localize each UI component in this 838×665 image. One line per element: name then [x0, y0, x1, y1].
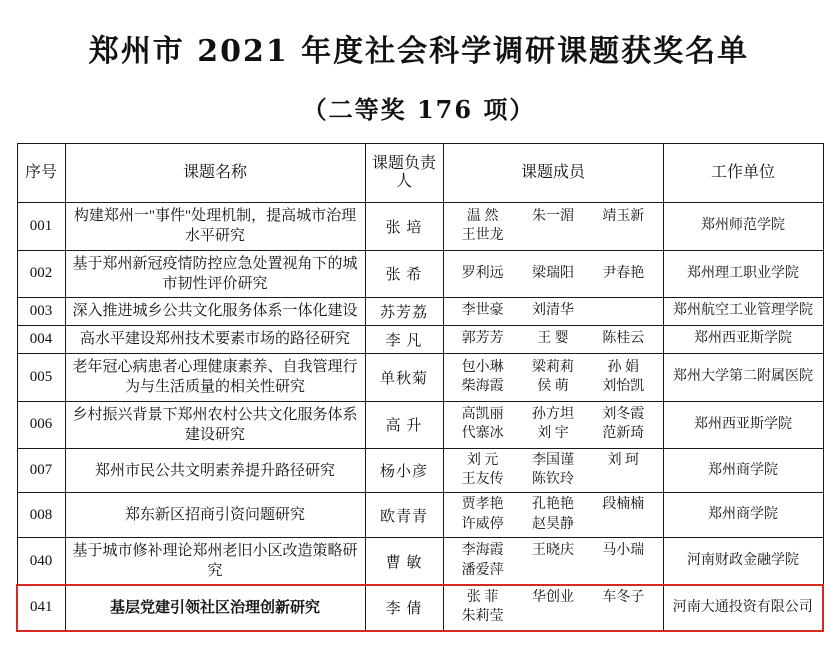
cell-no: 003	[17, 298, 65, 326]
column-header-unit: 工作单位	[663, 144, 823, 203]
cell-unit: 河南大通投资有限公司	[663, 585, 823, 630]
cell-project-title: 深入推进城乡公共文化服务体系一体化建设	[65, 298, 365, 326]
members-row	[448, 302, 659, 320]
members-row	[448, 471, 659, 489]
cell-leader: 李 倩	[365, 585, 443, 630]
member-name: 梁瑞阳	[531, 265, 574, 281]
member-name: 刘怡凯	[602, 378, 645, 394]
members-grid	[448, 589, 659, 626]
member-name: 刘清华	[531, 303, 574, 319]
cell-project-title: 老年冠心病患者心理健康素养、自我管理行为与生活质量的相关性研究	[65, 354, 365, 402]
cell-unit: 郑州西亚斯学院	[663, 401, 823, 449]
members-grid	[448, 359, 659, 396]
member-name: 许威停	[461, 516, 504, 532]
members-row	[448, 425, 659, 443]
member-name: 梁莉莉	[531, 359, 574, 375]
member-name: 车冬子	[602, 590, 645, 606]
member-name: 刘 珂	[607, 453, 640, 468]
cell-unit: 郑州商学院	[663, 449, 823, 493]
member-name: 包小琳	[461, 359, 504, 375]
table-body	[17, 203, 823, 631]
award-table-container	[16, 143, 822, 632]
cell-members	[443, 250, 663, 298]
cell-leader: 曹 敏	[365, 537, 443, 585]
cell-unit: 河南财政金融学院	[663, 537, 823, 585]
members-grid	[448, 452, 659, 489]
member-name: 温 然	[466, 208, 499, 224]
cell-unit: 郑州西亚斯学院	[663, 326, 823, 354]
document-page	[0, 26, 838, 665]
column-header-title: 课题名称	[65, 144, 365, 203]
member-name: 郭芳芳	[461, 331, 504, 347]
cell-unit: 郑州航空工业管理学院	[663, 298, 823, 326]
table-row	[17, 326, 823, 354]
member-name: 高凯丽	[461, 407, 504, 423]
member-name: 刘 元	[466, 453, 499, 468]
member-name: 朱莉莹	[461, 609, 504, 625]
column-header-members: 课题成员	[443, 144, 663, 203]
table-row	[17, 401, 823, 449]
table-row	[17, 298, 823, 326]
cell-members	[443, 298, 663, 326]
member-name: 刘 宇	[537, 426, 569, 442]
member-name: 张 菲	[466, 590, 499, 606]
table-row	[17, 203, 823, 251]
cell-members	[443, 585, 663, 630]
cell-leader: 李 凡	[365, 326, 443, 354]
members-row	[448, 516, 659, 534]
members-row	[448, 406, 659, 424]
member-name: 马小瑞	[602, 543, 645, 559]
cell-leader: 欧青青	[365, 493, 443, 537]
table-row	[17, 585, 823, 630]
member-name: 段楠楠	[602, 497, 645, 513]
cell-project-title: 郑东新区招商引资问题研究	[65, 493, 365, 537]
cell-no: 007	[17, 449, 65, 493]
table-header-row	[17, 144, 823, 203]
cell-project-title: 基于城市修补理论郑州老旧小区改造策略研究	[65, 537, 365, 585]
cell-no: 004	[17, 326, 65, 354]
members-grid	[448, 330, 659, 348]
cell-no: 001	[17, 203, 65, 251]
table-header	[17, 144, 823, 203]
members-row	[448, 589, 659, 607]
cell-project-title: 郑州市民公共文明素养提升路径研究	[65, 449, 365, 493]
members-grid	[448, 265, 659, 283]
cell-no: 040	[17, 537, 65, 585]
table-row	[17, 354, 823, 402]
members-row	[448, 265, 659, 283]
table-row	[17, 449, 823, 493]
members-row	[448, 542, 659, 560]
cell-no: 002	[17, 250, 65, 298]
member-name: 侯 萌	[537, 378, 569, 394]
cell-leader: 苏芳荔	[365, 298, 443, 326]
cell-unit: 郑州商学院	[663, 493, 823, 537]
member-name: 王世龙	[461, 227, 504, 243]
page-subtitle: （二等奖 176 项）	[302, 95, 536, 124]
cell-leader: 张 培	[365, 203, 443, 251]
member-name: 范新琦	[602, 426, 645, 442]
table-row	[17, 250, 823, 298]
cell-project-title: 乡村振兴背景下郑州农村公共文化服务体系建设研究	[65, 401, 365, 449]
table-row	[17, 537, 823, 585]
member-name: 李国谨	[531, 453, 574, 468]
member-name: 赵昊静	[531, 516, 574, 532]
cell-members	[443, 537, 663, 585]
member-name: 王友传	[461, 472, 504, 488]
member-name: 陈桂云	[602, 331, 645, 347]
members-grid	[448, 496, 659, 533]
column-header-no: 序号	[17, 144, 65, 203]
member-name: 孙方坦	[531, 407, 574, 423]
cell-unit: 郑州大学第二附属医院	[663, 354, 823, 402]
cell-project-title: 构建郑州一"事件"处理机制，提高城市治理水平研究	[65, 203, 365, 251]
cell-no: 008	[17, 493, 65, 537]
member-name: 尹春艳	[602, 265, 645, 281]
table-row	[17, 493, 823, 537]
cell-project-title: 基于郑州新冠疫情防控应急处置视角下的城市韧性评价研究	[65, 250, 365, 298]
cell-members	[443, 493, 663, 537]
members-row	[448, 562, 659, 580]
members-row	[448, 208, 659, 226]
cell-members	[443, 326, 663, 354]
cell-unit: 郑州理工职业学院	[663, 250, 823, 298]
cell-unit: 郑州师范学院	[663, 203, 823, 251]
cell-project-title: 基层党建引领社区治理创新研究	[65, 585, 365, 630]
member-name: 贾孝艳	[461, 497, 504, 513]
cell-leader: 高 升	[365, 401, 443, 449]
members-row	[448, 608, 659, 626]
members-row	[448, 496, 659, 514]
members-row	[448, 330, 659, 348]
members-row	[448, 227, 659, 245]
cell-members	[443, 449, 663, 493]
member-name: 李世豪	[461, 303, 504, 319]
member-name: 王 婴	[537, 331, 569, 347]
cell-members	[443, 203, 663, 251]
member-name: 华创业	[531, 590, 574, 606]
cell-leader: 张 希	[365, 250, 443, 298]
member-name: 朱一湄	[531, 208, 574, 224]
member-name: 孔艳艳	[531, 497, 574, 513]
award-table	[16, 143, 824, 632]
cell-no: 006	[17, 401, 65, 449]
member-name: 刘冬霞	[602, 407, 645, 423]
member-name: 陈钦玲	[531, 472, 574, 488]
members-grid	[448, 208, 659, 245]
cell-leader: 杨小彦	[365, 449, 443, 493]
member-name: 潘爱萍	[461, 562, 504, 578]
cell-members	[443, 401, 663, 449]
member-name: 靖玉新	[602, 208, 645, 224]
column-header-leader: 课题负责人	[365, 144, 443, 203]
members-row	[448, 378, 659, 396]
cell-no: 005	[17, 354, 65, 402]
members-row	[448, 452, 659, 470]
cell-leader: 单秋菊	[365, 354, 443, 402]
members-row	[448, 359, 659, 377]
member-name: 孙 娟	[607, 359, 640, 375]
member-name: 柴海霞	[461, 378, 504, 394]
members-grid	[448, 406, 659, 443]
cell-members	[443, 354, 663, 402]
member-name: 罗利远	[461, 265, 504, 281]
member-name: 王晓庆	[531, 543, 574, 559]
cell-no: 041	[17, 585, 65, 630]
page-title: 郑州市 2021 年度社会科学调研课题获奖名单	[88, 34, 750, 69]
cell-project-title: 高水平建设郑州技术要素市场的路径研究	[65, 326, 365, 354]
member-name: 代寨冰	[461, 426, 504, 442]
member-name: 李海霞	[461, 543, 504, 559]
members-grid	[448, 542, 659, 579]
members-grid	[448, 302, 659, 320]
